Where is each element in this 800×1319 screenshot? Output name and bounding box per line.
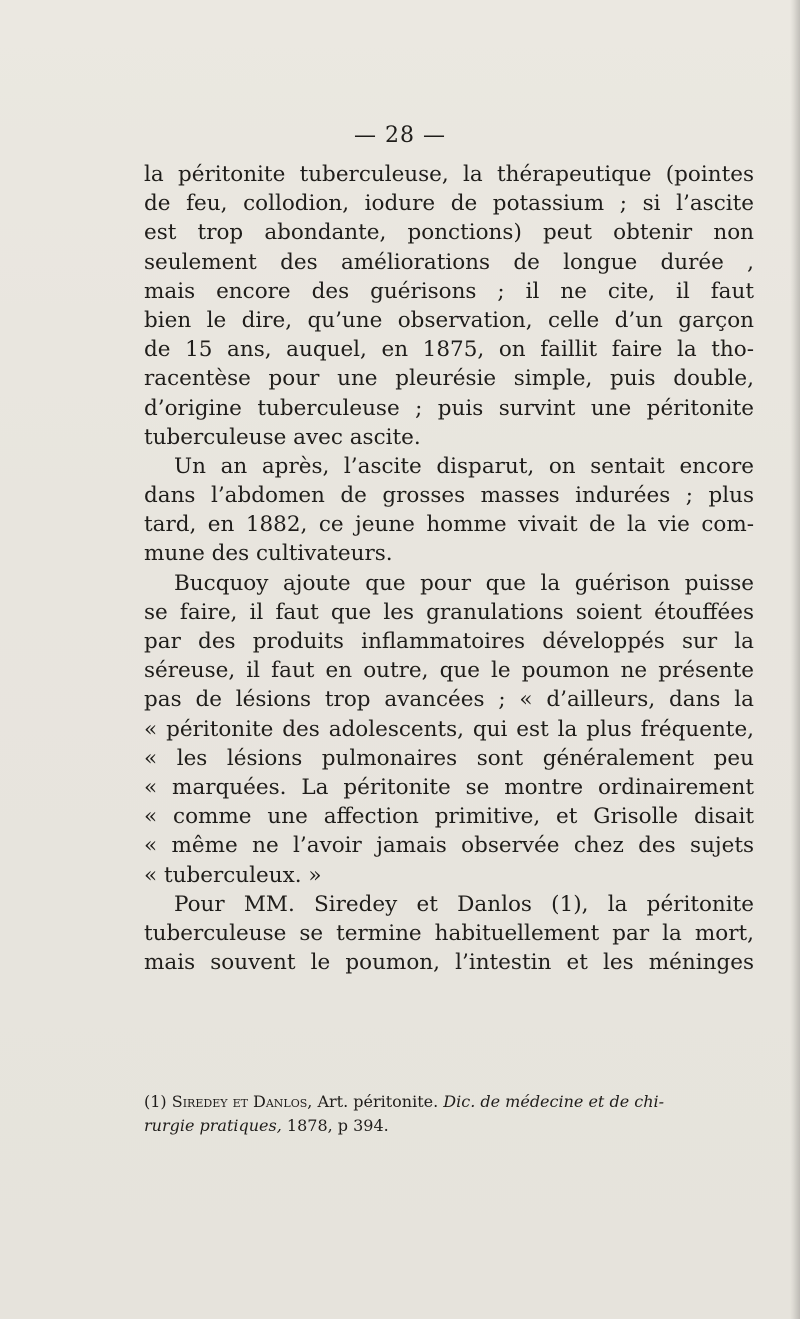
text-line: mais souvent le poumon, l’intestin et les méninges: [144, 950, 754, 976]
page-number: — 28 —: [354, 123, 446, 148]
page-edge-shadow: [790, 0, 800, 1319]
text-line: séreuse, il faut en outre, que le poumon ne présente: [144, 658, 754, 684]
text-line: par des produits inflammatoires développés sur la: [144, 629, 754, 654]
text-line: « tuberculeux. »: [144, 862, 322, 888]
text-line: « les lésions pulmonaires sont généralement peu: [144, 745, 754, 771]
text-line: tard, en 1882, ce jeune homme vivait de la vie com-: [144, 512, 754, 538]
footnote-number: (1): [144, 1092, 172, 1111]
text-line: Un an après, l’ascite disparut, on sentait encore: [174, 453, 754, 479]
footnote-line-1: [144, 1090, 754, 1114]
footnote-authors: Siredey et Danlos: [171, 1092, 308, 1111]
footnote-source-title-cont: rurgie pratiques,: [144, 1116, 282, 1135]
text-line: Bucquoy ajoute que pour que la guérison puisse: [174, 570, 754, 596]
text-line: « marquées. La péritonite se montre ordinairement: [144, 774, 754, 800]
text-line: bien le dire, qu’une observation, celle d’un garçon: [144, 307, 754, 333]
text-line: mais encore des guérisons ; il ne cite, il faut: [144, 278, 754, 304]
text-line: seulement des améliorations de longue durée ,: [144, 249, 754, 275]
text-line: tuberculeuse se termine habituellement par la mort,: [144, 920, 754, 946]
footnote-line-2: [144, 1114, 754, 1138]
text-line: de 15 ans, auquel, en 1875, on faillit faire la tho-: [144, 337, 754, 363]
footnote-source-title: Dic. de médecine et de chi-: [443, 1092, 665, 1111]
footnote-article: , Art. péritonite.: [307, 1092, 444, 1111]
text-line: Pour MM. Siredey et Danlos (1), la péritonite: [174, 891, 754, 917]
text-line: dans l’abdomen de grosses masses indurées ; plus: [144, 483, 754, 509]
text-line: mune des cultivateurs.: [144, 541, 393, 567]
text-line: la péritonite tuberculeuse, la thérapeutique (pointes: [144, 162, 754, 187]
footnote: [144, 1090, 754, 1138]
body-text: [144, 160, 754, 977]
text-line: se faire, il faut que les granulations soient étouffées: [144, 599, 754, 625]
text-line: « même ne l’avoir jamais observée chez des sujets: [144, 833, 754, 859]
text-line: tuberculeuse avec ascite.: [144, 424, 421, 450]
text-line: « péritonite des adolescents, qui est la plus fréquente,: [144, 716, 754, 742]
text-line: « comme une affection primitive, et Grisolle disait: [144, 804, 754, 830]
text-line: de feu, collodion, iodure de potassium ; si l’ascite: [144, 191, 754, 217]
text-line: d’origine tuberculeuse ; puis survint une péritonite: [144, 395, 754, 421]
footnote-year-page: 1878, p 394.: [281, 1116, 389, 1135]
text-line: racentèse pour une pleurésie simple, puis double,: [144, 366, 754, 392]
text-line: pas de lésions trop avancées ; « d’ailleurs, dans la: [144, 687, 754, 713]
text-line: est trop abondante, ponctions) peut obtenir non: [144, 220, 754, 246]
